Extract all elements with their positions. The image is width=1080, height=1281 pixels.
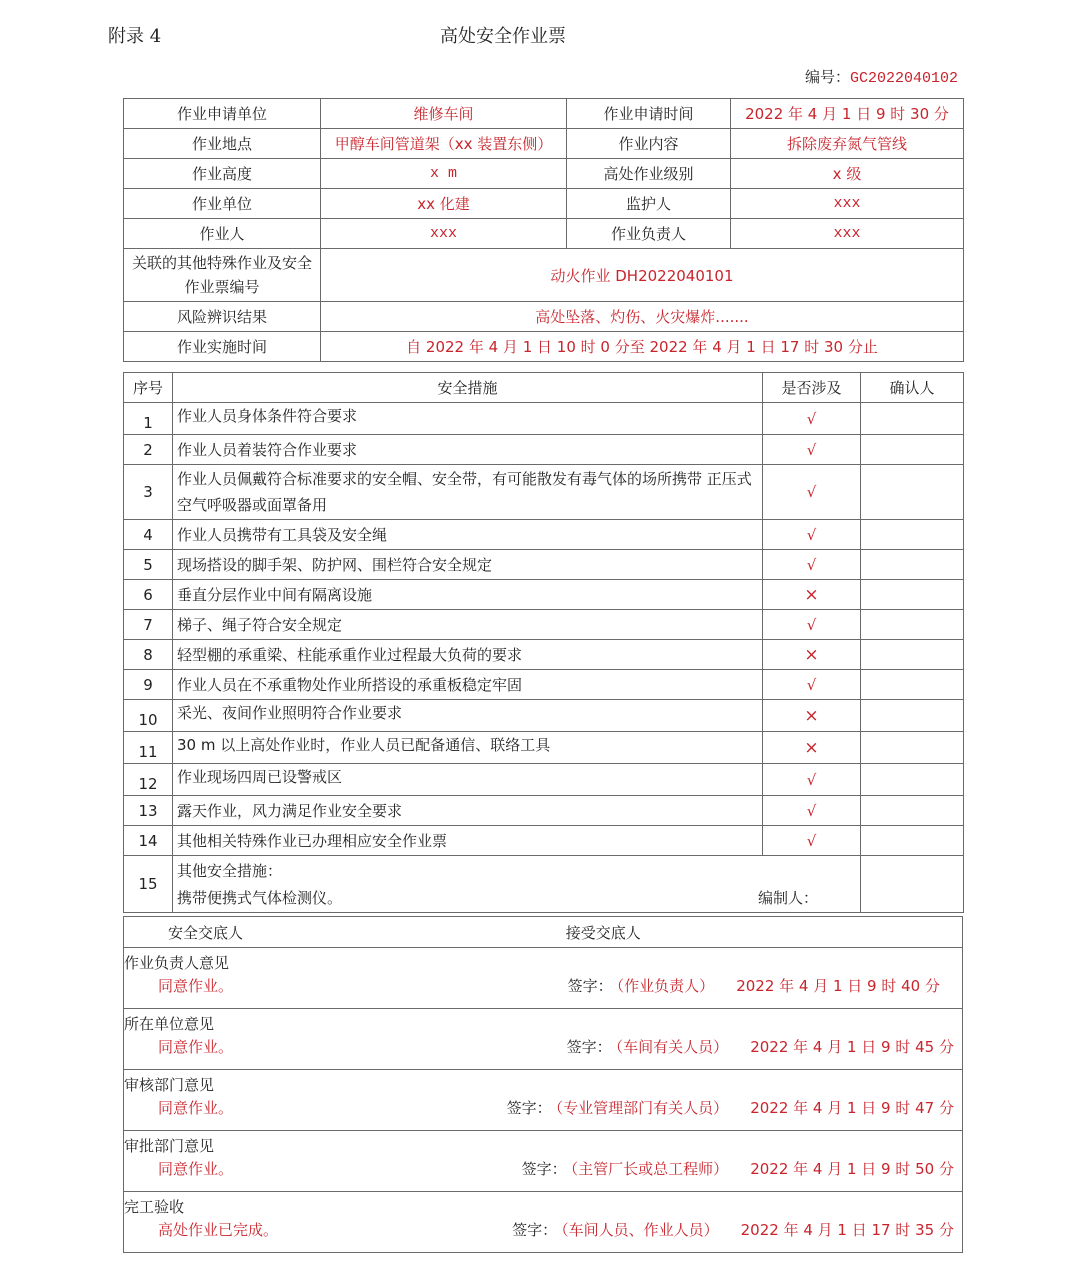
field-value[interactable]: 甲醇车间管道架（xx 装置东侧）	[321, 129, 567, 159]
sign-date: 2022 年 4 月 1 日 9 时 47 分	[750, 1099, 954, 1117]
confirmer-cell[interactable]	[861, 580, 964, 610]
opinion-row	[124, 1009, 963, 1070]
measure-text: 作业人员着装符合作业要求	[173, 435, 763, 465]
field-value[interactable]: 2022 年 4 月 1 日 9 时 30 分	[731, 99, 964, 129]
field-label: 关联的其他特殊作业及安全作业票编号	[124, 249, 321, 302]
handover-row	[124, 917, 963, 948]
signature-block	[507, 1097, 962, 1118]
opinion-row	[124, 1070, 963, 1131]
confirmer-cell[interactable]	[861, 700, 964, 732]
other-measures-label: 其他安全措施：	[177, 862, 283, 880]
field-value[interactable]: xxx	[321, 219, 567, 249]
confirmer-cell[interactable]	[861, 826, 964, 856]
signer: （主管厂长或总工程师）	[570, 1160, 729, 1178]
measure-seq: 3	[124, 465, 173, 520]
measure-seq: 10	[124, 700, 173, 732]
serial-number	[805, 66, 958, 87]
measure-seq: 9	[124, 670, 173, 700]
confirmer-cell[interactable]	[861, 403, 964, 435]
check-mark-icon[interactable]: √	[763, 670, 861, 700]
opinion-text: 同意作业。	[158, 1160, 234, 1178]
field-label: 作业申请单位	[124, 99, 321, 129]
opinion-label: 所在单位意见	[124, 1015, 215, 1033]
check-mark-icon[interactable]: √	[763, 764, 861, 796]
opinion-label: 完工验收	[124, 1198, 185, 1216]
measure-seq: 13	[124, 796, 173, 826]
measure-row	[124, 580, 964, 610]
info-row	[124, 159, 964, 189]
confirmer-cell[interactable]	[861, 550, 964, 580]
opinion-text: 同意作业。	[158, 977, 234, 995]
confirmer-cell[interactable]	[861, 520, 964, 550]
confirmer-cell[interactable]	[861, 732, 964, 764]
check-mark-icon[interactable]: √	[763, 796, 861, 826]
confirmer-cell[interactable]	[861, 435, 964, 465]
header-seq: 序号	[124, 373, 173, 403]
field-label: 作业地点	[124, 129, 321, 159]
measure-text: 采光、夜间作业照明符合作业要求	[173, 700, 763, 732]
cross-mark-icon[interactable]: ×	[763, 580, 861, 610]
info-row	[124, 189, 964, 219]
opinion-text: 同意作业。	[158, 1099, 234, 1117]
measure-row	[124, 670, 964, 700]
opinion-cell[interactable]	[124, 1131, 963, 1192]
page-title: 高处安全作业票	[440, 26, 566, 47]
sign-label: 签字：	[512, 1221, 558, 1239]
signer: （车间有关人员）	[615, 1038, 729, 1056]
signature-block	[512, 1219, 962, 1240]
field-value[interactable]: xxx	[731, 189, 964, 219]
opinion-label: 审批部门意见	[124, 1137, 215, 1155]
check-mark-icon[interactable]: √	[763, 610, 861, 640]
handover-cell[interactable]	[124, 917, 963, 948]
info-row	[124, 219, 964, 249]
confirmer-cell[interactable]	[861, 670, 964, 700]
opinion-text: 同意作业。	[158, 1038, 234, 1056]
appendix-number: 4	[149, 26, 162, 47]
measures-header-row	[124, 373, 964, 403]
field-label: 风险辨识结果	[124, 302, 321, 332]
sign-date: 2022 年 4 月 1 日 9 时 40 分	[736, 977, 940, 995]
measure-text: 作业人员携带有工具袋及安全绳	[173, 520, 763, 550]
confirmer-cell[interactable]	[861, 610, 964, 640]
measure-row	[124, 465, 964, 520]
field-value[interactable]: 维修车间	[321, 99, 567, 129]
briefing-receiver-label: 接受交底人	[565, 923, 641, 942]
measure-seq: 14	[124, 826, 173, 856]
sign-date: 2022 年 4 月 1 日 9 时 45 分	[750, 1038, 954, 1056]
measure-text: 露天作业，风力满足作业安全要求	[173, 796, 763, 826]
measure-text: 垂直分层作业中间有隔离设施	[173, 580, 763, 610]
measures-table	[123, 372, 964, 913]
opinion-text: 高处作业已完成。	[158, 1221, 279, 1239]
period-value[interactable]: 自 2022 年 4 月 1 日 10 时 0 分至 2022 年 4 月 1 日 17 时 30 分止	[321, 332, 964, 362]
measure-text: 轻型棚的承重梁、柱能承重作业过程最大负荷的要求	[173, 640, 763, 670]
info-row-risk	[124, 302, 964, 332]
measure-row	[124, 732, 964, 764]
field-value[interactable]: xxx	[731, 219, 964, 249]
info-row	[124, 129, 964, 159]
sign-label: 签字：	[566, 1038, 612, 1056]
cross-mark-icon[interactable]: ×	[763, 732, 861, 764]
approvals-table	[123, 916, 963, 1253]
measure-text: 作业人员在不承重物处作业所搭设的承重板稳定牢固	[173, 670, 763, 700]
info-table	[123, 98, 964, 362]
cross-mark-icon[interactable]: ×	[763, 700, 861, 732]
signature-block	[522, 1158, 962, 1179]
other-measures-text: 携带便携式气体检测仪。	[177, 889, 343, 907]
measure-seq: 1	[124, 403, 173, 435]
info-row-period	[124, 332, 964, 362]
measure-row	[124, 520, 964, 550]
opinion-cell[interactable]	[124, 1192, 963, 1253]
measure-seq: 12	[124, 764, 173, 796]
check-mark-icon[interactable]: √	[763, 465, 861, 520]
measure-text: 30 m 以上高处作业时，作业人员已配备通信、联络工具	[173, 732, 763, 764]
measure-row	[124, 700, 964, 732]
measure-row	[124, 435, 964, 465]
sign-date: 2022 年 4 月 1 日 9 时 50 分	[750, 1160, 954, 1178]
measure-text: 作业现场四周已设警戒区	[173, 764, 763, 796]
opinion-label: 审核部门意见	[124, 1076, 215, 1094]
field-value[interactable]: x m	[321, 159, 567, 189]
field-label: 作业负责人	[567, 219, 731, 249]
field-value[interactable]: 拆除废弃氮气管线	[731, 129, 964, 159]
measure-seq: 11	[124, 732, 173, 764]
info-row	[124, 99, 964, 129]
serial-label: 编号：	[804, 68, 850, 86]
measure-text: 现场搭设的脚手架、防护网、围栏符合安全规定	[173, 550, 763, 580]
signer: （作业负责人）	[616, 977, 715, 995]
header-measure: 安全措施	[173, 373, 763, 403]
cross-mark-icon[interactable]: ×	[763, 640, 861, 670]
measure-row	[124, 796, 964, 826]
measure-seq: 7	[124, 610, 173, 640]
measure-seq: 2	[124, 435, 173, 465]
preparer-label: 编制人：	[757, 889, 818, 907]
signer: （专业管理部门有关人员）	[555, 1099, 729, 1117]
field-label: 高处作业级别	[567, 159, 731, 189]
signature-block	[567, 1036, 962, 1057]
measure-row	[124, 550, 964, 580]
measure-text: 作业人员佩戴符合标准要求的安全帽、安全带，有可能散发有毒气体的场所携带 正压式空气呼吸器或面罩备用	[173, 465, 763, 520]
measure-row	[124, 403, 964, 435]
measure-seq: 15	[124, 856, 173, 913]
field-label: 作业单位	[124, 189, 321, 219]
measure-seq: 6	[124, 580, 173, 610]
related-permit-value[interactable]: 动火作业 DH2022040101	[321, 249, 964, 302]
field-label: 监护人	[567, 189, 731, 219]
check-mark-icon[interactable]: √	[763, 826, 861, 856]
field-label: 作业申请时间	[567, 99, 731, 129]
sign-label: 签字：	[506, 1099, 552, 1117]
measure-row-other	[124, 856, 964, 913]
check-mark-icon[interactable]: √	[763, 550, 861, 580]
opinion-row	[124, 1192, 963, 1253]
sign-label: 签字：	[521, 1160, 567, 1178]
confirmer-cell[interactable]	[861, 465, 964, 520]
field-value[interactable]: xx 化建	[321, 189, 567, 219]
opinion-row	[124, 1131, 963, 1192]
field-label: 作业人	[124, 219, 321, 249]
confirmer-cell[interactable]	[861, 640, 964, 670]
measure-row	[124, 610, 964, 640]
info-row-related	[124, 249, 964, 302]
serial-value: GC2022040102	[849, 70, 958, 87]
opinion-cell[interactable]	[124, 1009, 963, 1070]
measure-text: 其他相关特殊作业已办理相应安全作业票	[173, 826, 763, 856]
opinion-cell[interactable]	[124, 1070, 963, 1131]
check-mark-icon[interactable]: √	[763, 520, 861, 550]
field-label: 作业高度	[124, 159, 321, 189]
measure-row	[124, 640, 964, 670]
sign-date: 2022 年 4 月 1 日 17 时 35 分	[740, 1221, 954, 1239]
header-confirmer: 确认人	[861, 373, 964, 403]
opinion-cell[interactable]	[124, 948, 963, 1009]
risk-value[interactable]: 高处坠落、灼伤、火灾爆炸.......	[321, 302, 964, 332]
safety-briefer-label: 安全交底人	[168, 923, 244, 942]
sign-label: 签字：	[567, 977, 613, 995]
measure-row	[124, 826, 964, 856]
confirmer-cell[interactable]	[861, 796, 964, 826]
check-mark-icon[interactable]: √	[763, 403, 861, 435]
confirmer-cell[interactable]	[861, 856, 964, 913]
field-label: 作业实施时间	[124, 332, 321, 362]
measure-seq: 5	[124, 550, 173, 580]
measure-seq: 4	[124, 520, 173, 550]
other-measures-cell[interactable]	[173, 856, 861, 913]
header-involved: 是否涉及	[763, 373, 861, 403]
confirmer-cell[interactable]	[861, 764, 964, 796]
appendix-text: 附录	[108, 26, 144, 47]
field-label: 作业内容	[567, 129, 731, 159]
field-value[interactable]: x 级	[731, 159, 964, 189]
measure-text: 梯子、绳子符合安全规定	[173, 610, 763, 640]
opinion-label: 作业负责人意见	[124, 954, 230, 972]
measure-seq: 8	[124, 640, 173, 670]
measure-text: 作业人员身体条件符合要求	[173, 403, 763, 435]
check-mark-icon[interactable]: √	[763, 435, 861, 465]
measure-row	[124, 764, 964, 796]
signer: （车间人员、作业人员）	[561, 1221, 719, 1239]
opinion-row	[124, 948, 963, 1009]
signature-block	[568, 975, 962, 996]
